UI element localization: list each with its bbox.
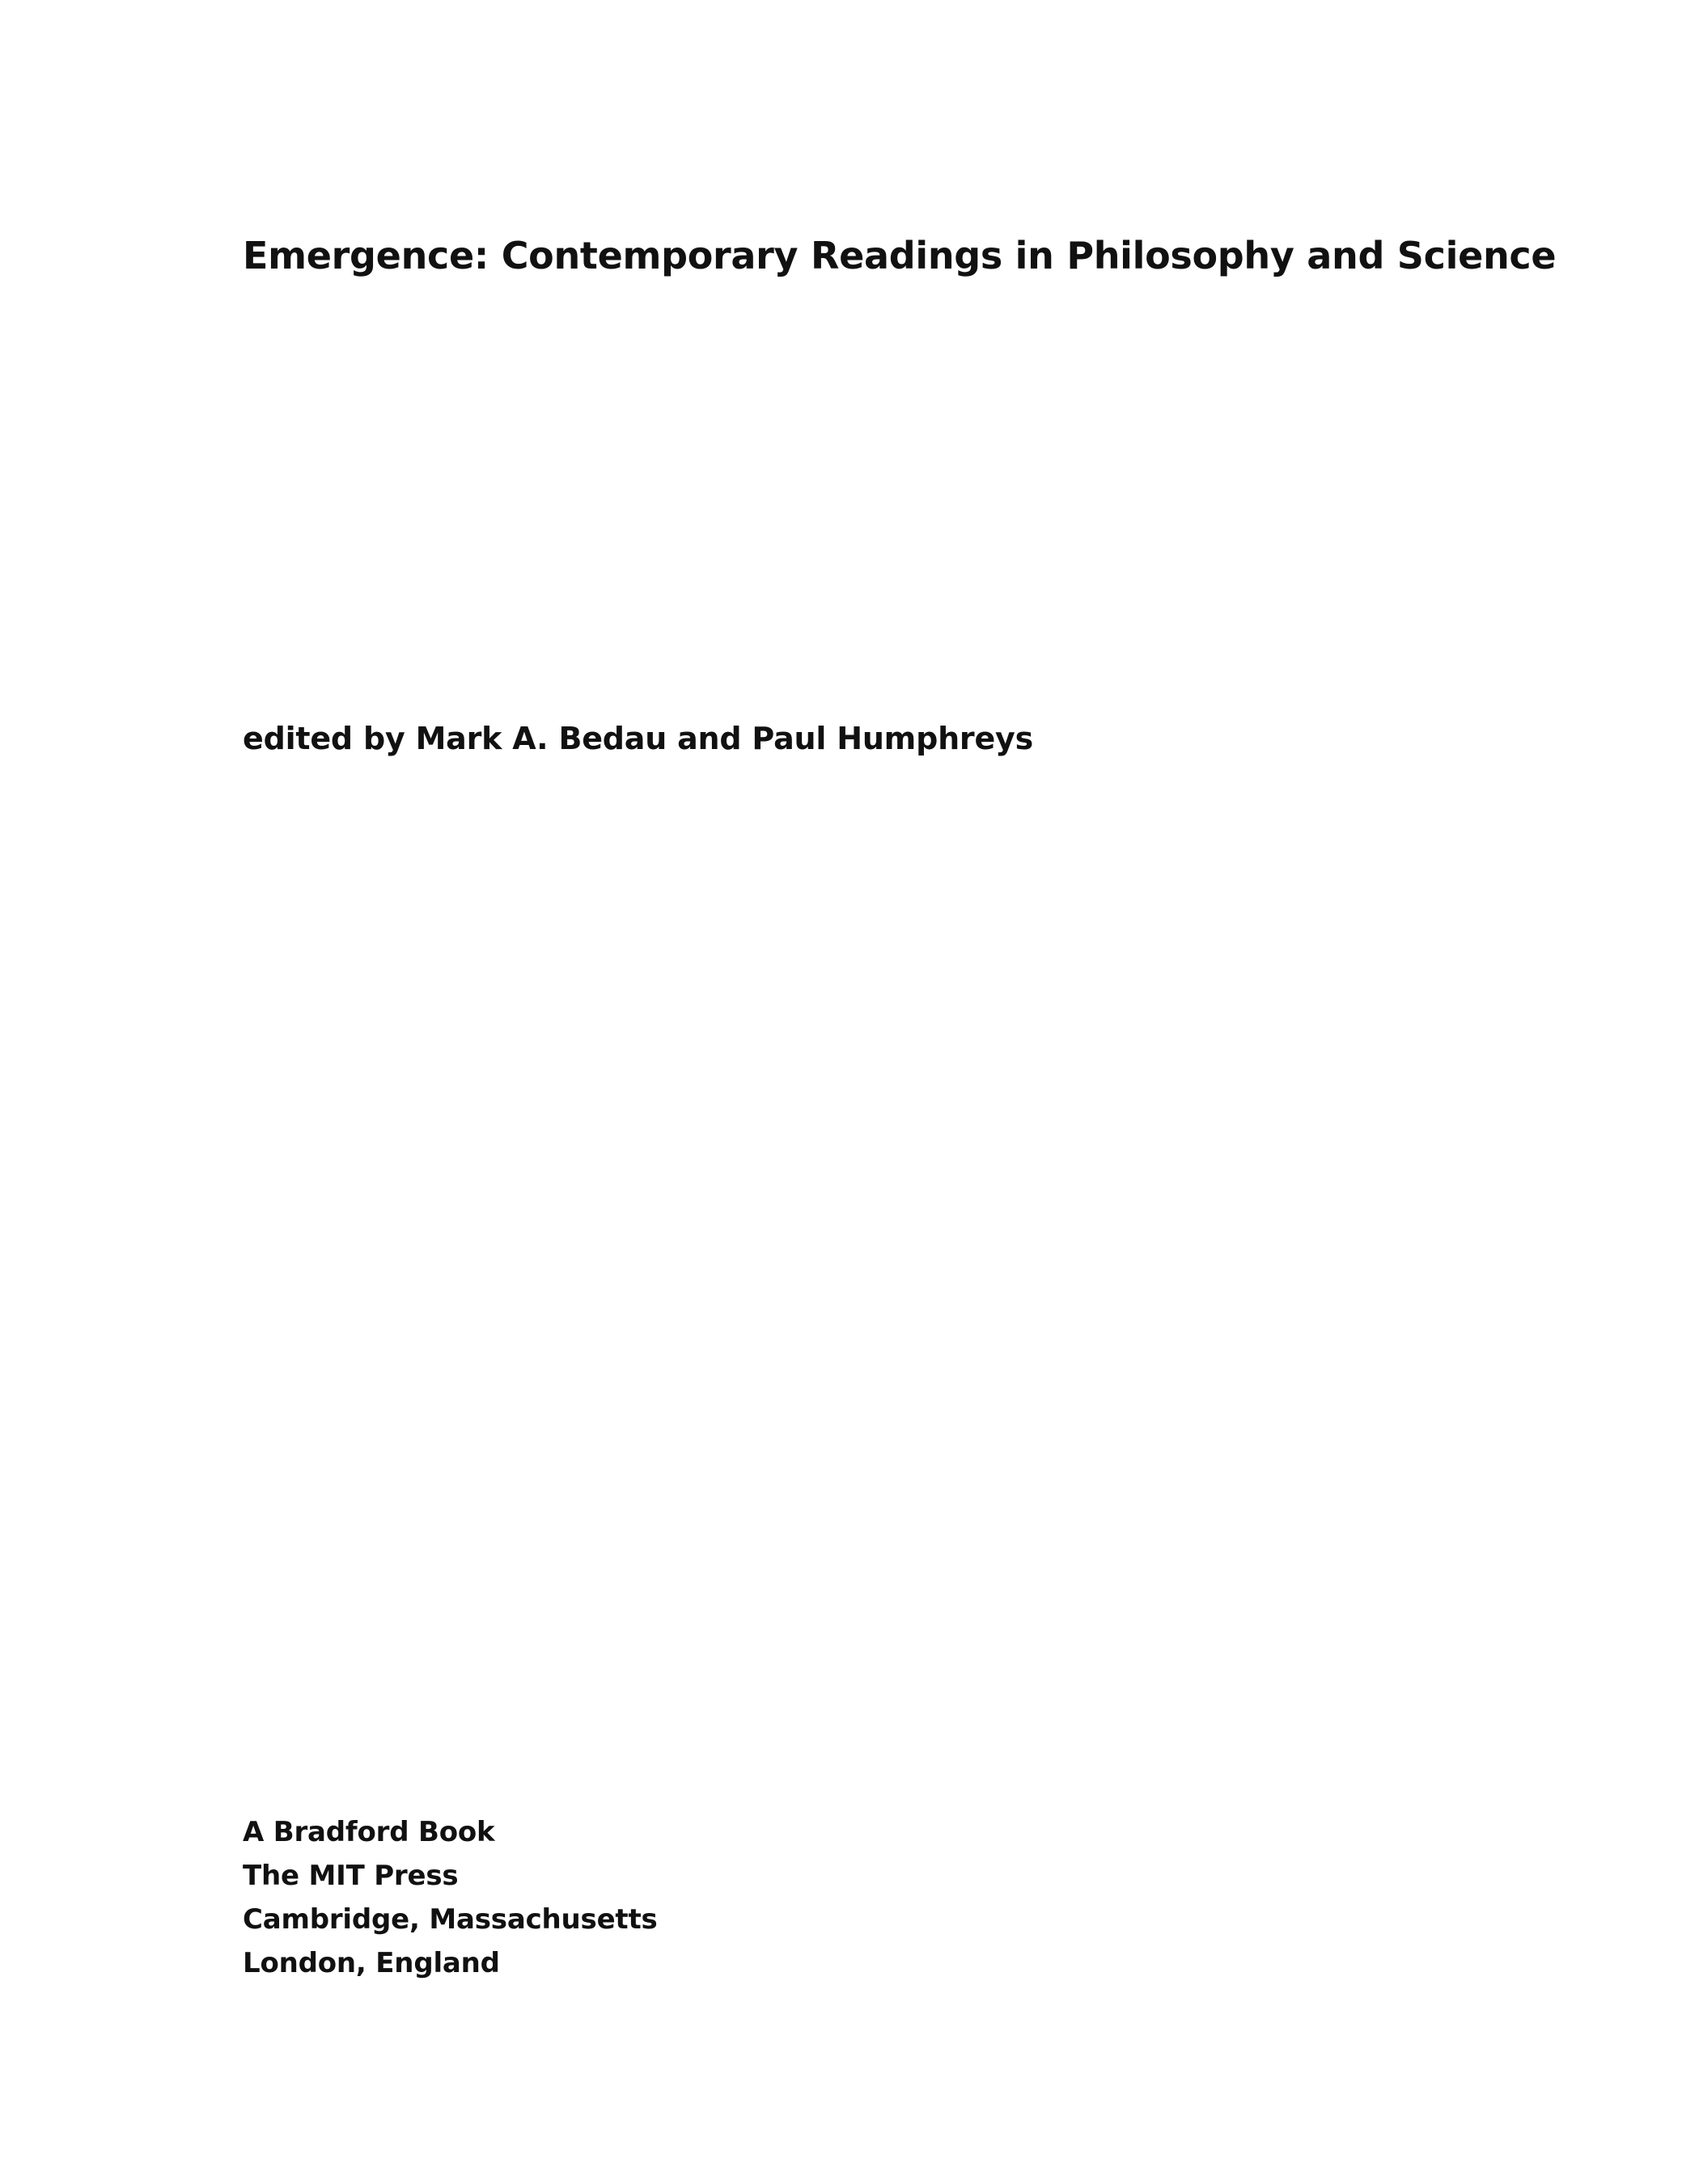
imprint-country: London, England bbox=[243, 1947, 500, 1979]
imprint-publisher: The MIT Press bbox=[243, 1860, 459, 1892]
imprint-city: Cambridge, Massachusetts bbox=[243, 1903, 658, 1936]
imprint-series: A Bradford Book bbox=[243, 1816, 495, 1848]
editors-line: edited by Mark A. Bedau and Paul Humphreys bbox=[243, 721, 1034, 756]
publisher-imprint bbox=[243, 1810, 658, 1985]
book-title: Emergence: Contemporary Readings in Philosophy and Science bbox=[243, 234, 1557, 277]
